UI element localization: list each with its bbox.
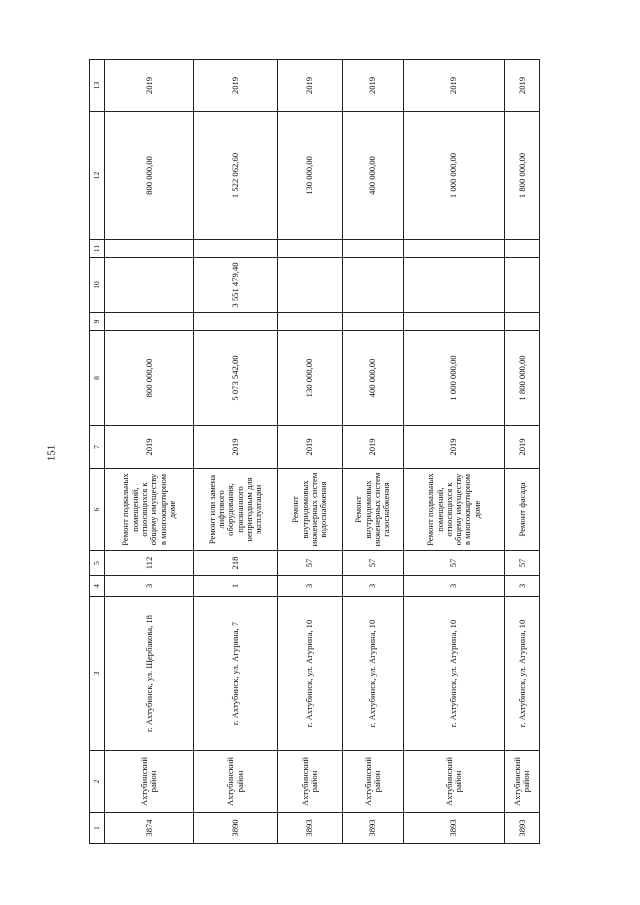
column-header-11: 11 [90, 240, 105, 258]
year-cell: 2019 [277, 426, 342, 469]
total-cost-cell: 1 000 000,00 [403, 331, 505, 426]
col9-cell [277, 313, 342, 331]
col4-cell: 3 [505, 576, 540, 597]
rotated-table-frame [89, 60, 540, 844]
col5-cell: 57 [342, 551, 403, 576]
col11-cell [277, 240, 342, 258]
col5-cell: 57 [277, 551, 342, 576]
rotated-table-container [89, 60, 540, 844]
district-cell: Ахтубинский район [505, 751, 540, 813]
col11-cell [403, 240, 505, 258]
table-row [403, 60, 505, 844]
col12-cell: 1 000 000,00 [403, 112, 505, 240]
district-cell: Ахтубинский район [342, 751, 403, 813]
address-cell: г. Ахтубинск, ул. Агурина, 10 [505, 597, 540, 751]
col12-cell: 400 000,00 [342, 112, 403, 240]
col4-cell: 3 [342, 576, 403, 597]
house-id-cell: 3890 [194, 813, 277, 844]
column-header-4: 4 [90, 576, 105, 597]
column-number-header [90, 60, 105, 844]
column-header-13: 13 [90, 60, 105, 112]
col10-cell [403, 258, 505, 313]
table-row [505, 60, 540, 844]
year-cell: 2019 [194, 426, 277, 469]
work-type-cell: Ремонт внутридомовых инженерных систем газоснабжения [342, 469, 403, 551]
col4-cell: 3 [105, 576, 194, 597]
col10-cell [277, 258, 342, 313]
col12-cell: 1 522 062,60 [194, 112, 277, 240]
column-header-6: 6 [90, 469, 105, 551]
address-cell: г. Ахтубинск, ул. Агурина, 10 [277, 597, 342, 751]
col11-cell [342, 240, 403, 258]
address-cell: г. Ахтубинск, ул. Агурина, 10 [403, 597, 505, 751]
table-row [105, 60, 194, 844]
col13-cell: 2019 [194, 60, 277, 112]
col5-cell: 218 [194, 551, 277, 576]
work-type-cell: Ремонт подвальных помещений, относящихся к общему имуществу в многоквартирном доме [403, 469, 505, 551]
col10-cell: 3 551 479,40 [194, 258, 277, 313]
table-row [194, 60, 277, 844]
col9-cell [342, 313, 403, 331]
house-id-cell: 3874 [105, 813, 194, 844]
column-header-8: 8 [90, 331, 105, 426]
table-body [105, 60, 540, 844]
col12-cell: 800 000,00 [105, 112, 194, 240]
col10-cell [342, 258, 403, 313]
table-row [277, 60, 342, 844]
column-header-3: 3 [90, 597, 105, 751]
column-header-12: 12 [90, 112, 105, 240]
district-cell: Ахтубинский район [194, 751, 277, 813]
house-id-cell: 3893 [277, 813, 342, 844]
column-header-1: 1 [90, 813, 105, 844]
column-header-10: 10 [90, 258, 105, 313]
capital-repair-table [89, 59, 540, 844]
column-header-2: 2 [90, 751, 105, 813]
total-cost-cell: 5 073 542,00 [194, 331, 277, 426]
col4-cell: 3 [403, 576, 505, 597]
total-cost-cell: 130 000,00 [277, 331, 342, 426]
col11-cell [194, 240, 277, 258]
year-cell: 2019 [505, 426, 540, 469]
year-cell: 2019 [403, 426, 505, 469]
work-type-cell: Ремонт внутридомовых инженерных систем водоснабжения [277, 469, 342, 551]
table-row [342, 60, 403, 844]
address-cell: г. Ахтубинск, ул. Щербакова, 18 [105, 597, 194, 751]
col12-cell: 130 000,00 [277, 112, 342, 240]
house-id-cell: 3893 [403, 813, 505, 844]
district-cell: Ахтубинский район [105, 751, 194, 813]
col5-cell: 112 [105, 551, 194, 576]
district-cell: Ахтубинский район [403, 751, 505, 813]
col13-cell: 2019 [505, 60, 540, 112]
header-row [90, 60, 105, 844]
year-cell: 2019 [342, 426, 403, 469]
total-cost-cell: 800 000,00 [105, 331, 194, 426]
work-type-cell: Ремонт или замена лифтового оборудования, признанного непригодным для эксплуатации [194, 469, 277, 551]
column-header-9: 9 [90, 313, 105, 331]
work-type-cell: Ремонт фасада [505, 469, 540, 551]
page-number-text: 151 [45, 444, 57, 462]
col13-cell: 2019 [403, 60, 505, 112]
address-cell: г. Ахтубинск, ул. Агурина, 7 [194, 597, 277, 751]
total-cost-cell: 400 000,00 [342, 331, 403, 426]
col13-cell: 2019 [105, 60, 194, 112]
house-id-cell: 3893 [505, 813, 540, 844]
col5-cell: 57 [403, 551, 505, 576]
year-cell: 2019 [105, 426, 194, 469]
col10-cell [105, 258, 194, 313]
address-cell: г. Ахтубинск, ул. Агурина, 10 [342, 597, 403, 751]
col9-cell [194, 313, 277, 331]
col9-cell [403, 313, 505, 331]
col4-cell: 1 [194, 576, 277, 597]
total-cost-cell: 1 800 000,00 [505, 331, 540, 426]
col13-cell: 2019 [277, 60, 342, 112]
col11-cell [505, 240, 540, 258]
col9-cell [505, 313, 540, 331]
work-type-cell: Ремонт подвальных помещений, относящихся к общему имуществу в многоквартирном доме [105, 469, 194, 551]
col12-cell: 1 800 000,00 [505, 112, 540, 240]
column-header-5: 5 [90, 551, 105, 576]
col10-cell [505, 258, 540, 313]
house-id-cell: 3893 [342, 813, 403, 844]
col11-cell [105, 240, 194, 258]
col13-cell: 2019 [342, 60, 403, 112]
column-header-7: 7 [90, 426, 105, 469]
page-number [40, 438, 62, 468]
col4-cell: 3 [277, 576, 342, 597]
col5-cell: 57 [505, 551, 540, 576]
district-cell: Ахтубинский район [277, 751, 342, 813]
col9-cell [105, 313, 194, 331]
